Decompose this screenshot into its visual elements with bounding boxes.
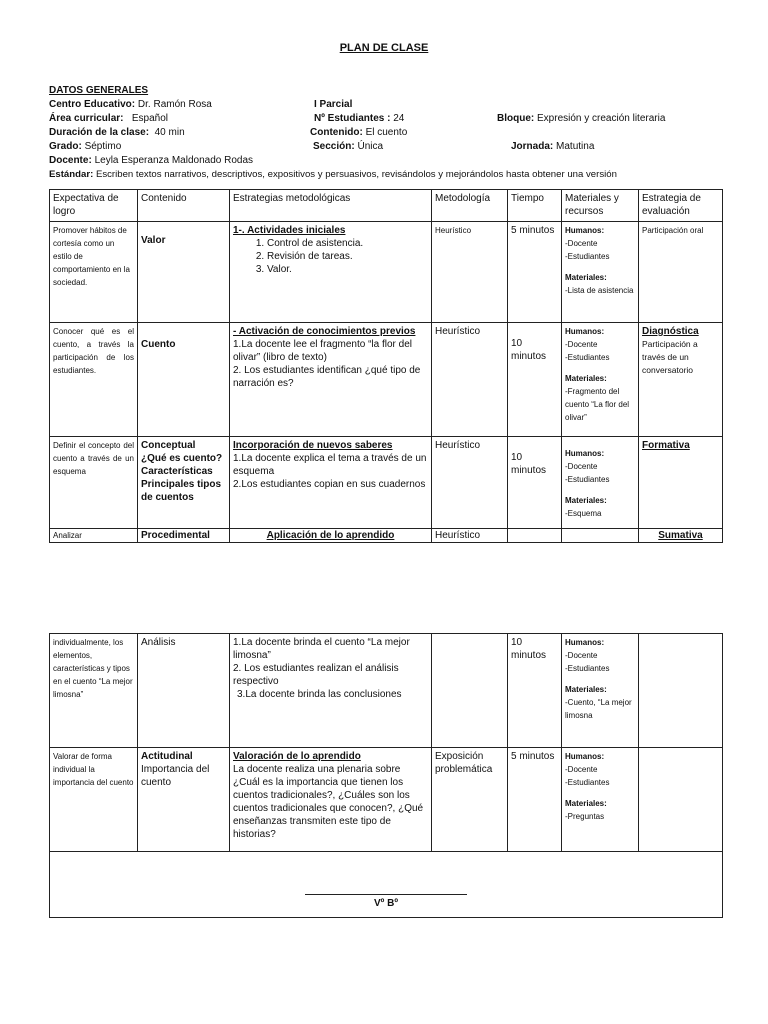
- materiales-item: -Estudiantes: [565, 778, 610, 787]
- duracion-value: 40 min: [154, 127, 185, 138]
- materiales-item: -Estudiantes: [565, 475, 610, 484]
- jornada-label: Jornada: [511, 141, 550, 152]
- contenido-value: El cuento: [365, 127, 408, 138]
- bloque-line: Bloque: Expresión y creación literaria: [497, 113, 666, 124]
- table-header-row: [50, 190, 723, 222]
- header-cell: Tiempo: [508, 190, 562, 222]
- estrategia-cell: [230, 323, 432, 437]
- metodologia-cell: Heurístico: [432, 437, 508, 529]
- header-cell: Metodología: [432, 190, 508, 222]
- general-heading: DATOS GENERALES: [49, 85, 149, 96]
- materiales-materiales-label: Materiales:: [565, 685, 607, 694]
- materiales-cell: [562, 323, 639, 437]
- materiales-item: -Estudiantes: [565, 664, 610, 673]
- evaluacion-cell: Participación oral: [639, 222, 723, 323]
- materiales-humanos-label: Humanos:: [565, 638, 605, 647]
- table-row: [50, 529, 723, 543]
- materiales-humanos-label: Humanos:: [565, 752, 605, 761]
- materiales-item: -Lista de asistencia: [565, 286, 634, 295]
- table-row: [50, 437, 723, 529]
- estrategia-item: La docente realiza una plenaria sobre ¿Cuál es la importancia que tienen los cuentos tradicionales?, ¿Cuáles son los cuentos tradicionales que conocen?, ¿Qué enseñanzas transmiten este tipo de historias?: [233, 764, 424, 840]
- materiales-item: -Docente: [565, 651, 598, 660]
- metodologia-cell: [432, 634, 508, 748]
- materiales-item: -Estudiantes: [565, 353, 610, 362]
- materiales-item: -Docente: [565, 462, 598, 471]
- estrategia-cell: [230, 748, 432, 852]
- materiales-item: -Docente: [565, 239, 598, 248]
- estrategia-title: - Activación de conocimientos previos: [233, 326, 416, 337]
- estrategia-list: [233, 237, 428, 276]
- evaluacion-title: Diagnóstica: [642, 326, 699, 337]
- estrategia-cell: [230, 437, 432, 529]
- grado-line: Grado: Séptimo: [49, 141, 122, 152]
- signature-cell: [50, 852, 723, 918]
- estrategia-cell: [230, 222, 432, 323]
- header-cell: Estrategia de evaluación: [639, 190, 723, 222]
- contenido-cell: [138, 748, 230, 852]
- estrategia-item: 2. Los estudiantes realizan el análisis respectivo: [233, 663, 399, 687]
- materiales-item: -Estudiantes: [565, 252, 610, 261]
- tiempo-cell: 10 minutos: [508, 634, 562, 748]
- materiales-materiales-label: Materiales:: [565, 799, 607, 808]
- plan-table-part-2: [49, 633, 723, 918]
- estudiantes-line: [314, 112, 404, 126]
- estandar-value: Escriben textos narrativos, descriptivos, expositivos y persuasivos, revisándolos y mejorándolos hasta obtener una versión: [95, 169, 617, 180]
- centro-line: Centro Educativo: Dr. Ramón Rosa: [49, 99, 212, 110]
- seccion-label: Sección: [313, 141, 352, 152]
- materiales-cell: [562, 437, 639, 529]
- materiales-item: -Cuento, “La mejor limosna: [565, 698, 632, 720]
- materiales-item: -Preguntas: [565, 812, 605, 821]
- contenido-cell: [138, 437, 230, 529]
- evaluacion-cell: [639, 748, 723, 852]
- materiales-cell: [562, 634, 639, 748]
- estrategia-title: Incorporación de nuevos saberes: [233, 440, 393, 451]
- header-cell: Expectativa de logro: [50, 190, 138, 222]
- materiales-item: -Fragmento del cuento “La flor del olivar”: [565, 387, 630, 422]
- contenido-cell: Procedimental: [138, 529, 230, 543]
- estrategia-cell: [230, 634, 432, 748]
- table-row: [50, 222, 723, 323]
- estrategia-item: 3.La docente brinda las conclusiones: [237, 689, 402, 700]
- materiales-humanos-label: Humanos:: [565, 327, 605, 336]
- estrategia-item: 1.La docente explica el tema a través de un esquema: [233, 453, 427, 477]
- signature-label: Vº Bº: [374, 898, 398, 909]
- area-line: Área curricular: Español: [49, 113, 168, 124]
- expectativa-cell: Definir el concepto del cuento a través de un esquema: [50, 437, 138, 529]
- materiales-humanos-label: Humanos:: [565, 226, 605, 235]
- estrategia-item: 1.La docente brinda el cuento “La mejor limosna”: [233, 637, 410, 661]
- signature-row: [50, 852, 723, 918]
- contenido-line: Características: [141, 466, 213, 477]
- duracion-line: Duración de la clase: 40 min: [49, 127, 185, 138]
- list-item: 2. Revisión de tareas.: [267, 250, 428, 263]
- evaluacion-cell: [639, 634, 723, 748]
- estrategia-title: Valoración de lo aprendido: [233, 751, 361, 762]
- area-label: Área curricular: [49, 113, 121, 124]
- materiales-humanos-label: Humanos:: [565, 449, 605, 458]
- estrategia-item: 2.Los estudiantes copian en sus cuadernos: [233, 479, 426, 490]
- estrategia-title: 1-. Actividades iniciales: [233, 225, 346, 236]
- bloque-label: Bloque: [497, 113, 531, 124]
- docente-value: Leyla Esperanza Maldonado Rodas: [94, 155, 254, 166]
- docente-label: Docente: [49, 155, 89, 166]
- materiales-materiales-label: Materiales:: [565, 374, 607, 383]
- tiempo-cell: [508, 529, 562, 543]
- centro-value: Dr. Ramón Rosa: [137, 99, 212, 110]
- jornada-line: Jornada: Matutina: [511, 141, 595, 152]
- estrategia-title: Aplicación de lo aprendido: [230, 529, 432, 543]
- expectativa-cell: Valorar de forma individual la importancia del cuento: [50, 748, 138, 852]
- expectativa-cell: Conocer qué es el cuento, a través la participación de los estudiantes.: [50, 323, 138, 437]
- tiempo-cell: 10 minutos: [508, 323, 562, 437]
- contenido-line: Actitudinal: [141, 751, 193, 762]
- contenido-line: Contenido: El cuento: [310, 127, 408, 138]
- evaluacion-cell: [639, 437, 723, 529]
- contenido-line: Importancia del cuento: [141, 764, 210, 788]
- seccion-value: Única: [357, 141, 384, 152]
- expectativa-cell: Promover hábitos de cortesía como un estilo de comportamiento en la sociedad.: [50, 222, 138, 323]
- duracion-label: Duración de la clase: [49, 127, 146, 138]
- estandar-line: Estándar: Escriben textos narrativos, descriptivos, expositivos y persuasivos, revisándolos y mejorándolos hasta obtener una versión: [49, 169, 617, 180]
- materiales-cell: [562, 529, 639, 543]
- header-cell: Estrategias metodológicas: [230, 190, 432, 222]
- docente-line: Docente: Leyla Esperanza Maldonado Rodas: [49, 155, 254, 166]
- evaluacion-title: Formativa: [642, 440, 690, 451]
- materiales-cell: [562, 222, 639, 323]
- tiempo-cell: 5 minutos: [508, 748, 562, 852]
- plan-table-part-1: [49, 189, 723, 543]
- contenido-cell: Cuento: [138, 323, 230, 437]
- materiales-materiales-label: Materiales:: [565, 273, 607, 282]
- evaluacion-cell: [639, 323, 723, 437]
- area-value: Español: [131, 113, 168, 124]
- metodologia-cell: Heurístico: [432, 323, 508, 437]
- header-cell: Contenido: [138, 190, 230, 222]
- tiempo-cell: 10 minutos: [508, 437, 562, 529]
- contenido-line: ¿Qué es cuento?: [141, 453, 223, 464]
- materiales-materiales-label: Materiales:: [565, 496, 607, 505]
- grado-label: Grado: [49, 141, 79, 152]
- estrategia-item: 1.La docente lee el fragmento “la flor del olivar” (libro de texto): [233, 339, 412, 363]
- contenido-cell: Análisis: [138, 634, 230, 748]
- contenido-line: Conceptual: [141, 440, 196, 451]
- contenido-cell: Valor: [138, 222, 230, 323]
- table-row: [50, 323, 723, 437]
- page-title: PLAN DE CLASE: [339, 42, 429, 54]
- centro-label: Centro Educativo: [49, 99, 132, 110]
- grado-value: Séptimo: [84, 141, 122, 152]
- contenido-label: Contenido: [310, 127, 360, 138]
- table-row: [50, 634, 723, 748]
- materiales-item: -Docente: [565, 340, 598, 349]
- signature-line: [305, 894, 467, 895]
- list-item: 3. Valor.: [267, 263, 428, 276]
- metodologia-cell: Exposición problemática: [432, 748, 508, 852]
- metodologia-cell: Heurístico: [432, 222, 508, 323]
- evaluacion-text: Participación a través de un conversatorio: [642, 339, 698, 375]
- parcial: I Parcial: [314, 99, 353, 110]
- estrategia-item: 2. Los estudiantes identifican ¿qué tipo de narración es?: [233, 365, 421, 389]
- expectativa-cell: individualmente, los elementos, características y tipos en el cuento “La mejor limosna”: [50, 634, 138, 748]
- header-cell: Materiales y recursos: [562, 190, 639, 222]
- bloque-value: Expresión y creación literaria: [537, 113, 666, 124]
- materiales-item: -Docente: [565, 765, 598, 774]
- evaluacion-title: Sumativa: [639, 529, 723, 543]
- seccion-line: Sección: Única: [313, 141, 384, 152]
- contenido-line: Principales tipos de cuentos: [141, 479, 222, 503]
- jornada-value: Matutina: [556, 141, 595, 152]
- estudiantes-label: Nº Estudiantes :: [314, 113, 391, 124]
- list-item: 1. Control de asistencia.: [267, 237, 428, 250]
- estandar-label: Estándar: [49, 169, 91, 180]
- estudiantes-value: 24: [393, 113, 405, 124]
- materiales-cell: [562, 748, 639, 852]
- expectativa-cell: Analizar: [50, 529, 138, 543]
- tiempo-cell: 5 minutos: [508, 222, 562, 323]
- materiales-item: -Esquema: [565, 509, 602, 518]
- table-row: [50, 748, 723, 852]
- metodologia-cell: Heurístico: [432, 529, 508, 543]
